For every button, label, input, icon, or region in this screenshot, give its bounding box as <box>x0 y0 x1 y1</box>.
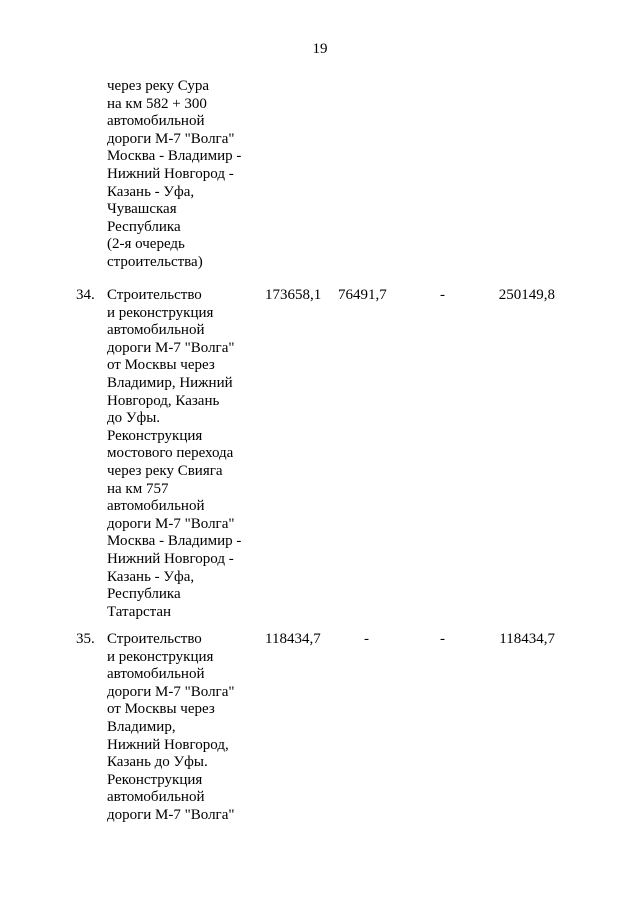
value-cell-total: 118434,7 <box>499 631 555 647</box>
name-line: Республика <box>107 586 181 603</box>
value-cell-2: 76491,7 <box>338 287 387 303</box>
name-line: Нижний Новгород - <box>107 165 234 182</box>
value-cell-total: 250149,8 <box>498 287 555 303</box>
name-line: Владимир, Нижний <box>107 374 233 391</box>
page-number: 19 <box>312 41 328 57</box>
name-line: Нижний Новгород - <box>107 550 234 567</box>
name-line: Казань до Уфы. <box>107 754 208 771</box>
name-line: автомобильной <box>107 322 205 339</box>
value-cell-1: 118434,7 <box>265 631 321 647</box>
name-line: дороги М-7 "Волга" <box>107 683 235 700</box>
name-line: Москва - Владимир - <box>107 533 242 550</box>
name-line: мостового перехода <box>107 445 234 462</box>
name-line: и реконструкция <box>107 304 214 321</box>
name-line: дороги М-7 "Волга" <box>107 806 235 823</box>
value-cell-3: - <box>440 287 445 303</box>
name-line: до Уфы. <box>107 410 161 427</box>
value-cell-1: 173658,1 <box>265 287 322 303</box>
name-line: автомобильной <box>107 666 205 683</box>
name-line: Чувашская <box>107 201 177 218</box>
name-line: строительства) <box>107 253 203 270</box>
name-line: Реконструкция <box>107 771 203 788</box>
name-line: дороги М-7 "Волга" <box>107 339 235 356</box>
name-line: дороги М-7 "Волга" <box>107 515 235 532</box>
name-line: автомобильной <box>107 789 205 806</box>
name-line: от Москвы через <box>107 701 215 718</box>
name-line: через реку Свияга <box>107 462 223 479</box>
name-line: (2-я очередь <box>107 236 185 253</box>
name-line: Строительство <box>107 631 202 647</box>
name-line: Москва - Владимир - <box>107 148 242 165</box>
name-line: Владимир, <box>107 718 176 735</box>
name-line: Строительство <box>107 287 202 303</box>
continued-row-name <box>107 78 267 272</box>
name-line: Реконструкция <box>107 427 203 444</box>
row-name <box>107 631 267 825</box>
name-line: автомобильной <box>107 498 205 515</box>
row-number: 35. <box>76 631 95 647</box>
row-number: 34. <box>76 287 95 303</box>
name-line: от Москвы через <box>107 357 215 374</box>
name-line: Новгород, Казань <box>107 392 220 409</box>
value-cell-2: - <box>364 631 369 647</box>
name-line: на км 582 + 300 <box>107 95 207 112</box>
name-line: автомобильной <box>107 113 205 130</box>
name-line: дороги М-7 "Волга" <box>107 130 235 147</box>
name-line: Казань - Уфа, <box>107 183 195 200</box>
name-line: Татарстан <box>107 603 172 620</box>
row-name <box>107 287 267 621</box>
name-line: на км 757 <box>107 480 169 497</box>
name-line: и реконструкция <box>107 648 214 665</box>
value-cell-3: - <box>440 631 445 647</box>
name-line: Республика <box>107 218 181 235</box>
name-line: через реку Сура <box>107 78 209 94</box>
name-line: Нижний Новгород, <box>107 736 229 753</box>
name-line: Казань - Уфа, <box>107 568 195 585</box>
